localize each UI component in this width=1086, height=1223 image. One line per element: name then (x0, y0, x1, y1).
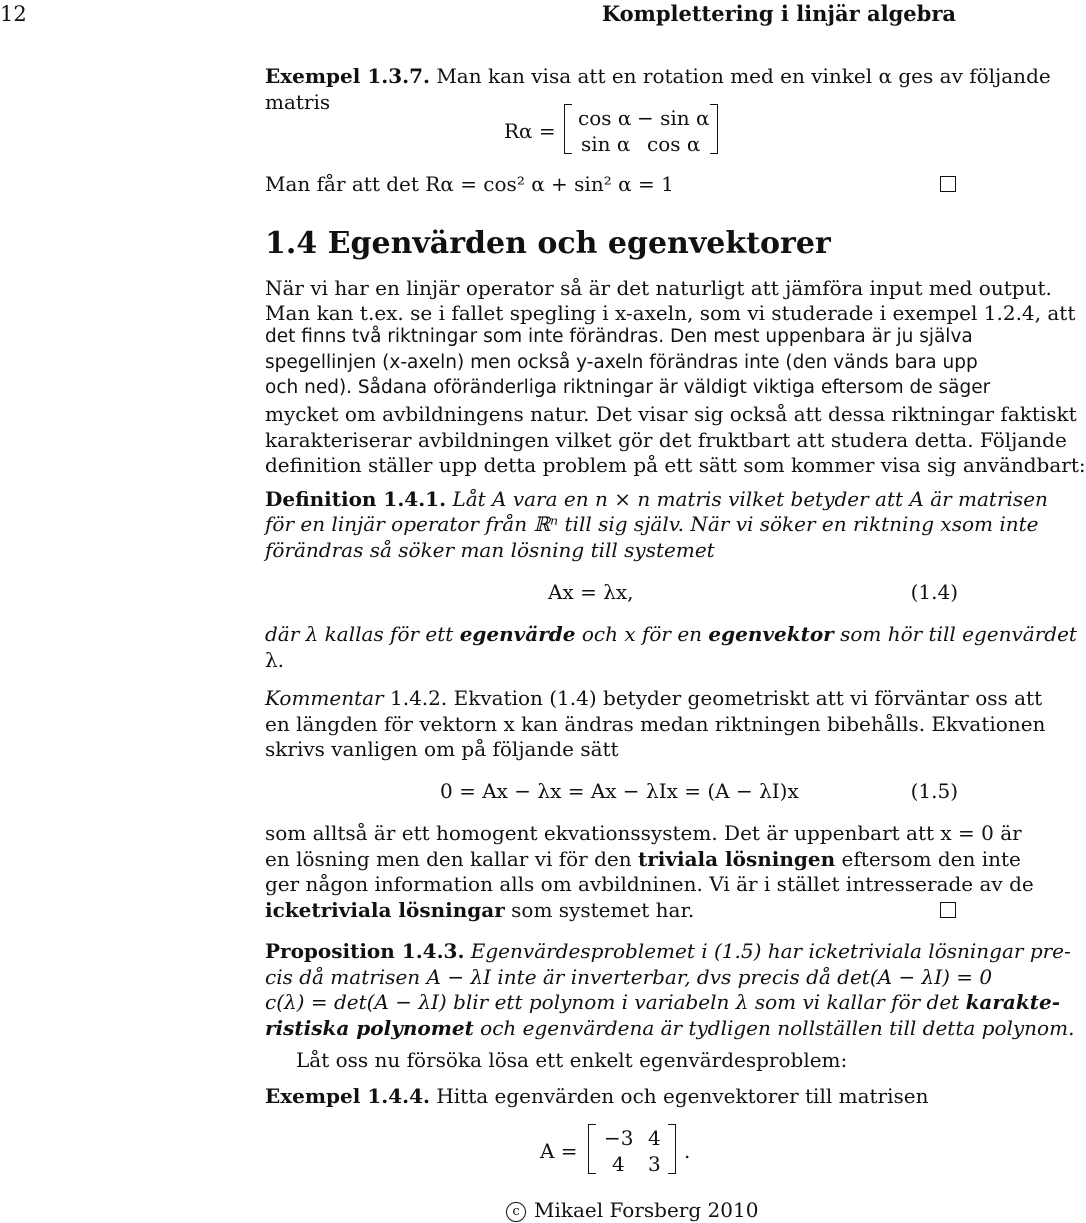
proposition-text (265, 1016, 1074, 1040)
matrix-bracket-left (564, 104, 572, 154)
paragraph-line: spegellinjen (x-axeln) men också y-axeln förändras inte (den vänds bara upp (265, 352, 978, 373)
example-1-3-7 (265, 64, 1051, 88)
proposition-text (265, 990, 1060, 1014)
definition-after-lambda: λ. (265, 648, 285, 672)
example-text: Man kan visa att en rotation med en vinkel α ges av följande (436, 64, 1051, 88)
page-number: 12 (0, 2, 27, 26)
matrix-cell: 4 (612, 1152, 625, 1176)
term-egenvarde: egenvärde (459, 622, 576, 646)
transition-text: Låt oss nu försöka lösa ett enkelt egenvärdesproblem: (296, 1048, 848, 1072)
equation-number: (1.4) (910, 580, 958, 604)
matrix-cell: cos α (647, 132, 701, 156)
example-text: Hitta egenvärden och egenvektorer till matrisen (436, 1084, 929, 1108)
matrix-cell: −3 (604, 1126, 634, 1150)
paragraph-line: och ned). Sådana oföränderliga riktningar är väldigt viktiga eftersom de säger (265, 377, 991, 398)
comment-after: som alltså är ett homogent ekvationssystem. Det är uppenbart att x = 0 är (265, 821, 1022, 845)
definition-after (265, 622, 1077, 646)
proposition-text-part: c(λ) = det(A − λI) blir ett polynom i variabeln λ som vi kallar för det (265, 990, 966, 1014)
footer-author: Mikael Forsberg 2010 (534, 1198, 759, 1222)
definition-1-4-1 (265, 487, 1048, 511)
term-egenvektor: egenvektor (708, 622, 834, 646)
comment-text: en längden för vektorn x kan ändras medan riktningen bibehålls. Ekvationen (265, 712, 1046, 736)
comment-after: ger någon information alls om avbildninen. Vi är i stället intresserade av de (265, 872, 1034, 896)
equation-number: (1.5) (910, 779, 958, 803)
comment-text: Ekvation (1.4) betyder geometriskt att vi förväntar oss att (453, 686, 1043, 710)
paragraph-line: det finns två riktningar som inte förändras. Den mest uppenbara är ju själva (265, 326, 973, 347)
paragraph-line: karakteriserar avbildningen vilket gör det fruktbart att studera detta. Följande (265, 428, 1067, 452)
proposition-text: cis då matrisen A − λI inte är inverterbar, dvs precis då det(A − λI) = 0 (265, 965, 993, 989)
proposition-label: Proposition 1.4.3. (265, 939, 465, 963)
matrix-cell: 4 (648, 1126, 661, 1150)
qed-square (940, 902, 956, 918)
definition-after-text: och x för en (575, 622, 709, 646)
paragraph-line: Man kan t.ex. se i fallet spegling i x-axeln, som vi studerade i exempel 1.2.4, att (265, 301, 1076, 325)
comment-after (265, 847, 1021, 871)
definition-text: förändras så söker man lösning till systemet (265, 538, 715, 562)
proposition-text-part: och egenvärdena är tydligen nollställen till detta polynom. (473, 1016, 1075, 1040)
definition-text: Låt A vara en n × n matris vilket betyder att A är matrisen (452, 487, 1048, 511)
term-karakteristiska: karakte- (965, 990, 1061, 1014)
example-label: Exempel 1.3.7. (265, 64, 430, 88)
comment-text: skrivs vanligen om på följande sätt (265, 737, 619, 761)
matrix-cell: 3 (648, 1152, 661, 1176)
comment-number: 1.4.2. (389, 686, 448, 710)
example-1-4-4 (265, 1084, 928, 1108)
copyright-icon: c (506, 1202, 526, 1222)
comment-after-text: en lösning men den kallar vi för den (265, 847, 638, 871)
definition-after-text: som hör till egenvärdet (833, 622, 1077, 646)
example-text-cont: matris (265, 90, 331, 114)
matrix-period: . (684, 1139, 691, 1163)
paragraph-line: När vi har en linjär operator så är det naturligt att jämföra input med output. (265, 276, 1052, 300)
term-triviala-losningen: triviala lösningen (637, 847, 836, 871)
running-title: Komplettering i linjär algebra (601, 1, 956, 26)
qed-square (940, 176, 956, 192)
definition-label: Definition 1.4.1. (265, 487, 447, 511)
paragraph-line: definition ställer upp detta problem på ett sätt som kommer visa sig användbart: (265, 453, 1086, 477)
rotation-matrix-lhs: Rα = (504, 119, 556, 143)
term-polynomet: ristiska polynomet (265, 1016, 474, 1040)
comment-1-4-2 (265, 686, 1042, 710)
proposition-text: Egenvärdesproblemet i (1.5) har icketriviala lösningar pre- (470, 939, 1071, 963)
equation-1-4: Ax = λx, (548, 580, 634, 604)
comment-after-text: eftersom den inte (835, 847, 1021, 871)
matrix-lhs: A = (540, 1139, 578, 1163)
section-title: 1.4 Egenvärden och egenvektorer (265, 226, 831, 261)
comment-after-text: som systemet har. (504, 898, 695, 922)
comment-after (265, 898, 694, 922)
matrix-cell: cos α (578, 106, 632, 130)
example-conclusion: Man får att det Rα = cos² α + sin² α = 1 (265, 172, 674, 196)
matrix-cell: − sin α (637, 106, 710, 130)
equation-1-5: 0 = Ax − λx = Ax − λIx = (A − λI)x (440, 779, 799, 803)
paragraph-line: mycket om avbildningens natur. Det visar sig också att dessa riktningar faktiskt (265, 402, 1077, 426)
definition-after-text: där λ kallas för ett (265, 622, 460, 646)
matrix-bracket-right (710, 104, 718, 154)
term-icketriviala: icketriviala lösningar (265, 898, 505, 922)
matrix-cell: sin α (581, 132, 631, 156)
example-label: Exempel 1.4.4. (265, 1084, 430, 1108)
matrix-bracket-right (668, 1124, 676, 1174)
footer-copyright (506, 1198, 758, 1222)
proposition-1-4-3 (265, 939, 1071, 963)
definition-text: för en linjär operator från ℝⁿ till sig själv. När vi söker en riktning xsom inte (265, 512, 1039, 536)
comment-label: Kommentar (265, 686, 384, 710)
matrix-bracket-left (588, 1124, 596, 1174)
